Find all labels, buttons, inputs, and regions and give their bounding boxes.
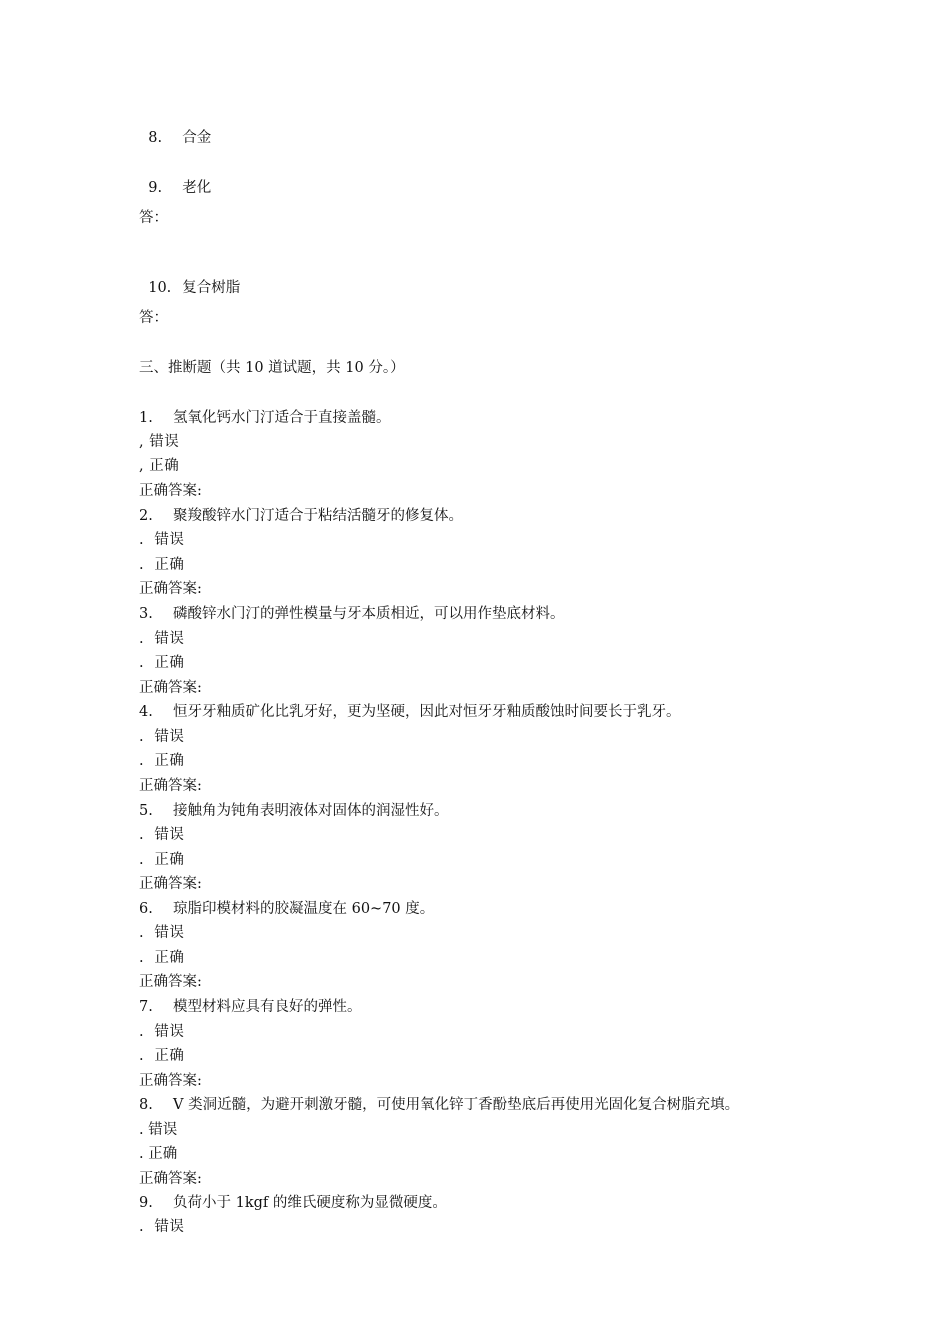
option-false[interactable]: . 错误 <box>139 1024 185 1040</box>
option-true[interactable]: . 正确 <box>139 753 185 769</box>
question <box>139 604 565 624</box>
option-false[interactable]: . 错误 <box>139 729 185 745</box>
question-text: 琼脂印模材料的胶凝温度在 60~70 度。 <box>173 901 435 917</box>
correct-answer-label: 正确答案: <box>139 876 202 892</box>
option-false[interactable]: . 错误 <box>139 925 185 941</box>
option-true[interactable]: . 正确 <box>139 1048 185 1064</box>
option-false[interactable]: . 错误 <box>139 631 185 647</box>
term-item <box>139 158 211 198</box>
question-number: 4. <box>139 704 153 720</box>
question-text: 聚羧酸锌水门汀适合于粘结活髓牙的修复体。 <box>173 508 463 524</box>
term-number: 8. <box>148 130 163 146</box>
option-false[interactable]: . 错误 <box>139 1219 185 1235</box>
question-text: 恒牙牙釉质矿化比乳牙好，更为坚硬，因此对恒牙牙釉质酸蚀时间要长于乳牙。 <box>173 704 681 720</box>
correct-answer-label: 正确答案: <box>139 778 202 794</box>
option-true[interactable]: . 正确 <box>139 1146 178 1162</box>
term-text: 老化 <box>182 180 212 196</box>
option-true[interactable]: , 正确 <box>139 458 180 474</box>
question-number: 6. <box>139 901 153 917</box>
correct-answer-label: 正确答案: <box>139 1171 202 1187</box>
question-number: 2. <box>139 508 153 524</box>
option-false[interactable]: . 错误 <box>139 532 185 548</box>
answer-label: 答： <box>139 310 168 326</box>
question-number: 8. <box>139 1097 153 1113</box>
option-true[interactable]: . 正确 <box>139 950 185 966</box>
term-number: 9. <box>148 180 163 196</box>
term-number: 10. <box>148 280 172 296</box>
correct-answer-label: 正确答案: <box>139 974 202 990</box>
question-number: 9. <box>139 1195 153 1211</box>
question-number: 3. <box>139 606 153 622</box>
option-true[interactable]: . 正确 <box>139 655 185 671</box>
term-text: 复合树脂 <box>182 280 241 296</box>
correct-answer-label: 正确答案: <box>139 581 202 597</box>
question-text: V 类洞近髓，为避开刺激牙髓，可使用氧化锌丁香酚垫底后再使用光固化复合树脂充填。 <box>173 1097 740 1113</box>
term-text: 合金 <box>182 130 212 146</box>
question <box>139 997 362 1017</box>
correct-answer-label: 正确答案: <box>139 680 202 696</box>
question-number: 5. <box>139 803 153 819</box>
question <box>139 1095 739 1115</box>
term-item <box>139 108 211 148</box>
question-text: 磷酸锌水门汀的弹性模量与牙本质相近，可以用作垫底材料。 <box>173 606 565 622</box>
term-item <box>139 258 240 298</box>
question <box>139 899 434 919</box>
option-false[interactable]: , 错误 <box>139 434 180 450</box>
option-true[interactable]: . 正确 <box>139 852 185 868</box>
question <box>139 1193 447 1213</box>
option-true[interactable]: . 正确 <box>139 557 185 573</box>
question-text: 负荷小于 1kgf 的维氏硬度称为显微硬度。 <box>173 1195 447 1211</box>
question-text: 模型材料应具有良好的弹性。 <box>173 999 362 1015</box>
correct-answer-label: 正确答案: <box>139 1073 202 1089</box>
question <box>139 801 449 821</box>
question <box>139 702 681 722</box>
answer-label: 答： <box>139 210 168 226</box>
option-false[interactable]: . 错误 <box>139 1122 178 1138</box>
option-false[interactable]: . 错误 <box>139 827 185 843</box>
question-text: 氢氧化钙水门汀适合于直接盖髓。 <box>173 410 391 426</box>
correct-answer-label: 正确答案: <box>139 483 202 499</box>
question-text: 接触角为钝角表明液体对固体的润湿性好。 <box>173 803 449 819</box>
question <box>139 506 463 526</box>
question-number: 1. <box>139 410 153 426</box>
question-number: 7. <box>139 999 153 1015</box>
section-title: 三、推断题（共 10 道试题，共 10 分。） <box>139 360 405 376</box>
question <box>139 408 391 428</box>
